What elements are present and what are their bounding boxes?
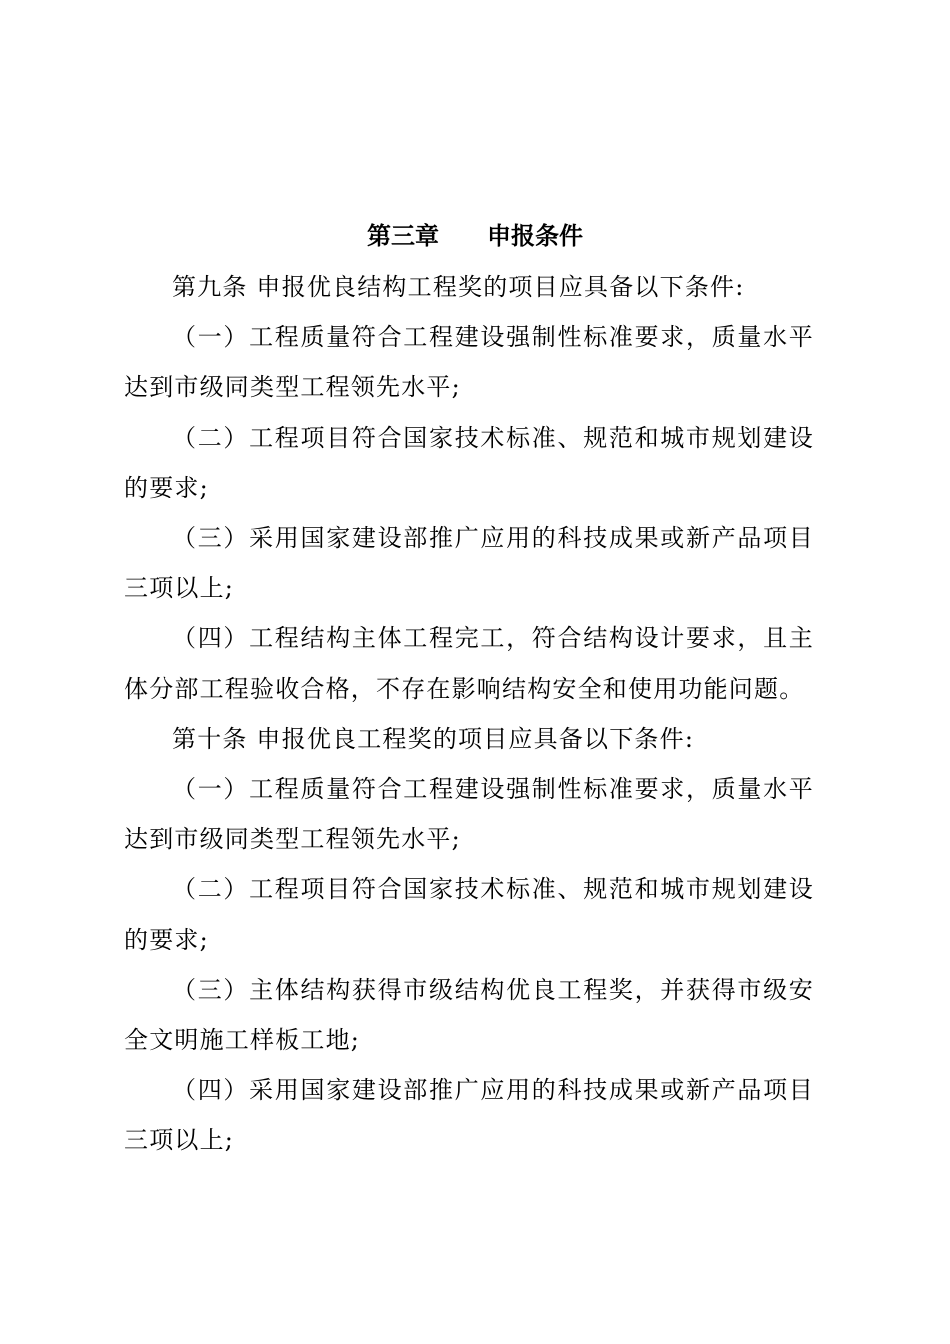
chapter-title: 第三章 申报条件 [367, 222, 583, 250]
article-10-item-3: （三）主体结构获得市级结构优良工程奖，并获得市级安全文明施工样板工地; [124, 975, 814, 1055]
article-9-item-2: （二）工程项目符合国家技术标准、规范和城市规划建设的要求; [124, 423, 814, 502]
article-10-item-2: （二）工程项目符合国家技术标准、规范和城市规划建设的要求; [124, 875, 814, 954]
article-9-heading: 第九条 申报优良结构工程奖的项目应具备以下条件: [172, 273, 745, 301]
article-9-item-1: （一）工程质量符合工程建设强制性标准要求，质量水平达到市级同类型工程领先水平; [124, 323, 814, 402]
document-body [124, 262, 814, 1166]
article-9-item-4: （四）工程结构主体工程完工，符合结构设计要求，且主体分部工程验收合格，不存在影响结构安全和使用功能问题。 [124, 624, 814, 703]
article-10-item-1: （一）工程质量符合工程建设强制性标准要求，质量水平达到市级同类型工程领先水平; [124, 775, 814, 854]
article-9-item-3: （三）采用国家建设部推广应用的科技成果或新产品项目三项以上; [124, 524, 814, 603]
article-10-heading: 第十条 申报优良工程奖的项目应具备以下条件: [172, 724, 695, 753]
article-10-item-4: （四）采用国家建设部推广应用的科技成果或新产品项目三项以上; [124, 1076, 814, 1155]
